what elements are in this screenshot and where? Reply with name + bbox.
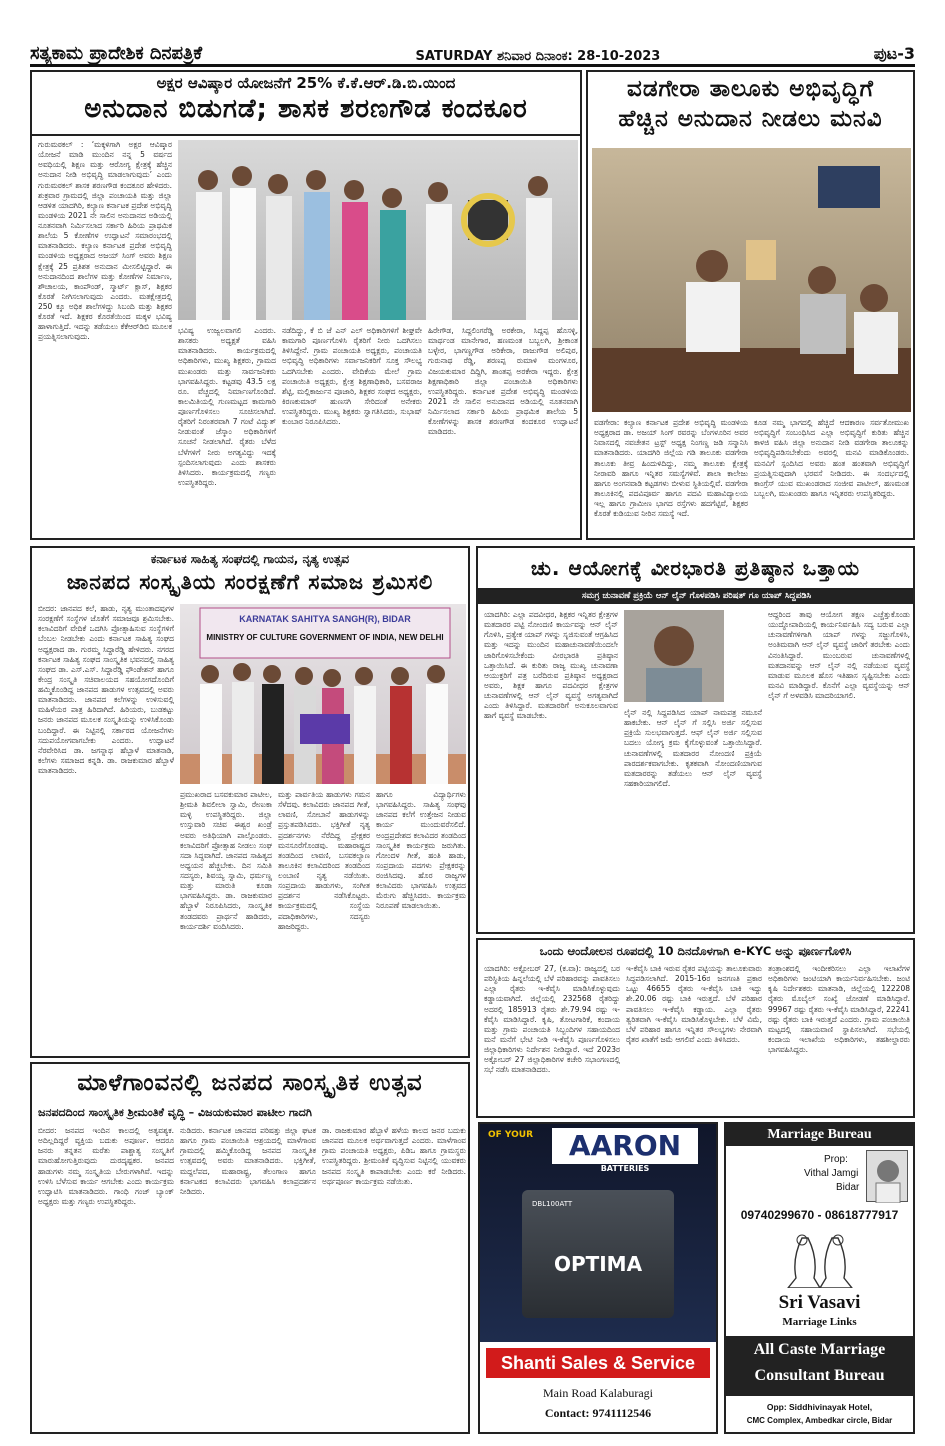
vasavi-brand-sub: Marriage Links <box>782 1316 857 1328</box>
article-body-col3: ಡಾ. ರಾಜಕುಮಾರ ಹೆಬ್ಬಾಳೆ ಹಳೆಯ ಕಾಲದ ಜನರ ಬದುಕು ಜಾನಪದ ಮೂಲಕ ಅರ್ಥವಾಗುತ್ತದೆ ಎಂದರು. ಮಾಳೆಗಾಂವ ಗ್ರಾಮ ಪಂಚಾಯತಿ ಅಧ್ಯಕ್ಷರು, ಪಿಡಿಒ ಹಾಗೂ ಗ್ರಾಮಸ್ಥರು ಉಪಸ್ಥಿತರಿದ್ದರು. ಶ್ರೀಮಂತಿಕೆ ವೃದ್ಧಿಸುವ ನಿಟ್ಟಿನಲ್ಲಿ ಯುವಕರು ಜನಪದ ಸಂಸ್ಕೃತಿ ಕಾಪಾಡಬೇಕು ಎಂದು ಕರೆ ನೀಡಿದರು. ಅರ್ಥಪೂರ್ಣ ಕಾರ್ಯಕ್ರಮ ನಡೆಯಿತು. <box>322 1126 466 1186</box>
article-body-col2: ಇ-ಕೆವೈಸಿ ಬಾಕಿ ಇರುವ ರೈತರ ಪಟ್ಟಿಯನ್ನು ತಾಲೂಕುವಾರು ಸಿದ್ಧಪಡಿಸಲಾಗಿದೆ. 2015-16ರ ಜನಗಣತಿ ಪ್ರಕಾರ ಒಟ್ಟು 46655 ರೈತರು ಇ-ಕೆವೈಸಿ ಬಾಕಿ ಇದ್ದು ಶೇ.20.06 ರಷ್ಟು ಬಾಕಿ ಇರುತ್ತದೆ. ಬೆಳೆ ಪರಿಹಾರ ಪಾವತಿಸಲು ಇ-ಕೆವೈಸಿ ಕಡ್ಡಾಯ. ಎಲ್ಲಾ ರೈತರು ತ್ವರಿತವಾಗಿ ಇ-ಕೆವೈಸಿ ಮಾಡಿಸಿಕೊಳ್ಳಬೇಕು. ಬೆಳೆ ವಿಮೆ, ಬೆಳೆ ಪರಿಹಾರ ಹಾಗೂ ಇನ್ನಿತರ ಸೌಲಭ್ಯಗಳು ನೇರವಾಗಿ ರೈತರ ಖಾತೆಗೆ ಜಮೆ ಆಗಲಿವೆ ಎಂದು ತಿಳಿಸಿದರು. <box>626 964 762 1044</box>
shanti-sales-name: Shanti Sales & Service <box>486 1348 710 1378</box>
proprietor-photo <box>866 1150 908 1202</box>
article-headline: ಜಾನಪದ ಸಂಸ್ಕೃತಿಯ ಸಂರಕ್ಷಣೆಗೆ ಸಮಾಜ ಶ್ರಮಿಸಲಿ <box>66 570 434 594</box>
proprietor-label: Prop: <box>824 1154 848 1165</box>
author-portrait-photo <box>624 610 724 702</box>
aaron-batteries-ad <box>478 1122 718 1434</box>
consultant-line2: Consultant Bureau <box>754 1367 885 1384</box>
proprietor-city: Bidar <box>836 1182 860 1193</box>
aaron-logo-sub: BATTERIES <box>600 1164 650 1173</box>
article-election-commission <box>476 546 915 934</box>
article-body-col1: ಬೀದರ: ಜನಪದ ಇಂದಿನ ಕಾಲದಲ್ಲಿ ಅತ್ಯವಶ್ಯಕ. ಅದಿಲ್ಲದಿದ್ದರೆ ವ್ಯಕ್ತಿಯ ಬದುಕು ಅಪೂರ್ಣ. ಆದರೂ ಜನರು ತನ್ನತನ ಮರೆತು ಪಾಶ್ಚಾತ್ಯ ಸಂಸ್ಕೃತಿಗೆ ಮಾರುಹೋಗುತ್ತಿರುವುದು ದುರದೃಷ್ಟಕರ. ಜನಪದ ಹಾಡುಗಳು ನಮ್ಮ ಸಂಸ್ಕೃತಿಯ ಬೇರುಗಳಾಗಿವೆ. ಇದನ್ನು ಉಳಿಸಿ ಬೆಳೆಸುವ ಕಾರ್ಯ ಆಗಬೇಕು ಎಂದು ಕಾರ್ಯಕ್ರಮ ಉದ್ಘಾಟಿಸಿ ಮಾತನಾಡಿದರು. ಗಾಂಧಿ ಗಂಜ್ ಬ್ಯಾಂಕ್ ಅಧ್ಯಕ್ಷರು ಮತ್ತು ಗಣ್ಯರು ಉಪಸ್ಥಿತರಿದ್ದರು. <box>38 1126 174 1206</box>
article-body-col3: ಆದ್ದರಿಂದ ತಾವು ಆಯೋಗ ತಕ್ಷಣ ಎಚ್ಚೆತ್ತುಕೊಂಡು ಯುದ್ಧೋಪಾದಿಯಲ್ಲಿ ಕಾರ್ಯನಿರ್ವಹಿಸಿ ಸದ್ಯ ಬರುವ ಎಲ್ಲಾ ಚುನಾವಣೆಗಳಿಗಾಗಿ ಯಾಪ್ ಗಳನ್ನು ಸಜ್ಜುಗೊಳಿಸಿ, ಅಂತಿಮವಾಗಿ ಆನ್ ಲೈನ್ ವ್ಯವಸ್ಥೆ ಜಾರಿಗೆ ತರಬೇಕು ಎಂದು ವಿನಂತಿಸಿದ್ದಾರೆ. ಮುಂಬರುವ ಚುನಾವಣೆಗಳಲ್ಲಿ ಮತದಾನವನ್ನು ಆನ್ ಲೈನ್ ನಲ್ಲಿ ನಡೆಯುವ ವ್ಯವಸ್ಥೆ ಮಾಡುವ ಮೂಲಕ ಹೊಸ ಇತಿಹಾಸ ಸೃಷ್ಟಿಸಬೇಕು ಎಂದು ಮನವಿ ಮಾಡಿದ್ದಾರೆ. ಕೊನೆಗೆ ಎಲ್ಲಾ ವ್ಯವಸ್ಥೆಯನ್ನು ಆನ್ ಲೈನ್ ಗೆ ಅಳವಡಿಸಿ ಮಾದರಿಯಾಗಲಿ. <box>768 610 910 700</box>
proprietor-name: Vithal Jamgi <box>804 1168 859 1179</box>
article-body-col3: ತಂತ್ರಾಂಶದಲ್ಲಿ ಇಂದೀಕರಿಸಲು ಎಲ್ಲಾ ಇಲಾಖೆಗಳ ಅಧಿಕಾರಿಗಳು ಜಂಟಿಯಾಗಿ ಕಾರ್ಯನಿರ್ವಹಿಸಬೇಕು. ಜಂಟಿ ಕೃಷಿ ನಿರ್ದೇಶಕರು ಮಾತನಾಡಿ, ಜಿಲ್ಲೆಯಲ್ಲಿ 122208 ರೈತರು ಮೊಬೈಲ್ ಸಂಖ್ಯೆ ಜೋಡಣೆ ಮಾಡಿಸಿದ್ದಾರೆ. 99967 ರಷ್ಟು ರೈತರು ಇ-ಕೆವೈಸಿ ಮಾಡಿಸಿದ್ದಾರೆ, 22241 ರಷ್ಟು ರೈತರು ಬಾಕಿ ಇರುತ್ತದೆ ಎಂದರು. ಗ್ರಾಮ ಪಂಚಾಯಿತಿ ಮಟ್ಟದಲ್ಲಿ ಸಹಾಯವಾಣಿ ಸ್ಥಾಪಿಸಲಾಗಿದೆ. ಸಭೆಯಲ್ಲಿ ಕಂದಾಯ ಇಲಾಖೆಯ ಅಧಿಕಾರಿಗಳು, ತಹಶೀಲ್ದಾರರು ಭಾಗವಹಿಸಿದ್ದರು. <box>768 964 910 1054</box>
article-body-col2: ನುಡಿದರು. ಕರ್ನಾಟಕ ಜಾನಪದ ಪರಿಷತ್ತು ಜಿಲ್ಲಾ ಘಟಕ ಹಾಗೂ ಗ್ರಾಮ ಪಂಚಾಯಿತಿ ಆಶ್ರಯದಲ್ಲಿ ಮಾಳೆಗಾಂವ ಗ್ರಾಮದಲ್ಲಿ ಹಮ್ಮಿಕೊಂಡಿದ್ದ ಜನಪದ ಸಾಂಸ್ಕೃತಿಕ ಉತ್ಸವದಲ್ಲಿ ಅವರು ಮಾತನಾಡಿದರು. ಭಕ್ತಿಗೀತೆ, ಮದ್ದಲೆಪದ, ಮಹಾರಾಷ್ಟ್ರ, ತೆಲಂಗಾಣ ಹಾಗೂ ಕರ್ನಾಟಕದ ಕಲಾವಿದರು ಭಾಗವಹಿಸಿ ಕಲಾಪ್ರದರ್ಶನ ನೀಡಿದರು. <box>180 1126 316 1196</box>
aaron-banner <box>480 1124 716 1342</box>
aaron-logo: AARON <box>552 1128 698 1164</box>
article-body-col1: ಯಾದಗಿರಿ: ಅಕ್ಟೋಬರ್ 27, (ಕ.ವಾ): ರಾಜ್ಯದಲ್ಲಿ ಬರ ಪರಿಸ್ಥಿತಿಯ ಹಿನ್ನಲೆಯಲ್ಲಿ ಬೆಳೆ ಪರಿಹಾರವನ್ನು ಪಾವತಿಸಲು ಎಲ್ಲಾ ರೈತರು ಇ-ಕೆವೈಸಿ ಮಾಡಿಸಿಕೊಳ್ಳುವುದು ಕಡ್ಡಾಯವಾಗಿದೆ. ಜಿಲ್ಲೆಯಲ್ಲಿ 232568 ರೈತರಿದ್ದು ಅದರಲ್ಲಿ 185913 ರೈತರು ಶೇ.79.94 ರಷ್ಟು ಇ-ಕೆವೈಸಿ ಮಾಡಿಸಿದ್ದಾರೆ. ಕೃಷಿ, ತೋಟಗಾರಿಕೆ, ಕಂದಾಯ ಮತ್ತು ಗ್ರಾಮ ಪಂಚಾಯತಿ ಸಿಬ್ಬಂದಿಗಳ ಸಹಾಯದಿಂದ ಮನೆ ಮನೆಗೆ ಭೇಟಿ ನೀಡಿ ಇ-ಕೆವೈಸಿ ಪೂರ್ಣಗೊಳಿಸಲು ಜಿಲ್ಲಾಧಿಕಾರಿಗಳು ನಿರ್ದೇಶನ ನೀಡಿದ್ದಾರೆ. ಇದೆ 2023ರ ಅಕ್ಟೋಬರ್ 27 ಜಿಲ್ಲಾಧಿಕಾರಿಗಳ ಕಚೇರಿ ಸಭಾಂಗಣದಲ್ಲಿ ಸಭೆ ನಡೆಸಿ ಮಾತನಾಡಿದರು. <box>484 964 620 1075</box>
article-kkrdb-grant <box>30 70 582 540</box>
photo-stage-scene <box>180 604 466 784</box>
article-subhead: ಜನಪದದಿಂದ ಸಾಂಸ್ಕೃತಿಕ ಶ್ರೀಮಂತಿಕೆ ವೃದ್ಧಿ – ವಿಜಯಕುಮಾರ ಪಾಟೀಲ ಗಾದಗಿ <box>38 1106 312 1119</box>
article-headline: ಅನುದಾನ ಬಿಡುಗಡೆ; ಶಾಸಕ ಶರಣಗೌಡ ಕಂದಕೂರ <box>84 94 528 124</box>
aaron-tagline: OF YOUR <box>488 1130 534 1140</box>
battery-model: DBL100ATT <box>532 1200 573 1208</box>
bureau-address-2: CMC Complex, Ambedkar circle, Bidar <box>746 1416 893 1425</box>
proprietor-portrait <box>867 1151 909 1203</box>
marriage-phone-numbers: 09740299670 - 08618777917 <box>740 1208 899 1222</box>
vasavi-brand: Sri Vasavi <box>778 1292 861 1313</box>
article-headline: ಒಂದು ಆಂದೋಲನ ರೂಪದಲ್ಲಿ 10 ದಿನದೊಳಗಾಗಿ e-KYC ಅನ್ನು ಪೂರ್ಣಗೊಳಿಸಿ <box>539 944 852 958</box>
photo-crowd <box>178 140 578 320</box>
article-malegaon-festival <box>30 1062 470 1434</box>
article-body-col2: ಪ್ರಮುಖರಾದ ಬಸವಕುಮಾರ ಪಾಟೀಲ, ಶ್ರೀಮತಿ ಶಿವಲೀಲಾ ಸ್ವಾಮಿ, ರೇಣುಕಾ ಮಳ್ಳಿ ಉಪಸ್ಥಿತರಿದ್ದರು. ಜಿಲ್ಲಾ ಉಸ್ತುವಾರಿ ಸಚಿವ ಈಶ್ವರ ಖಂಡ್ರೆ ಅವರು ಅತಿಥಿಯಾಗಿ ಪಾಲ್ಗೊಂಡರು. ಕಲಾವಿದರಿಗೆ ಪ್ರೋತ್ಸಾಹ ನೀಡಲು ಸಂಘ ಸದಾ ಸಿದ್ಧವಾಗಿದೆ. ಜಾನಪದ ಸಾಹಿತ್ಯದ ಅಧ್ಯಯನ ಹೆಚ್ಚಬೇಕು. ದಿನ ಸಮಿತಿ ಸದಸ್ಯರು, ಶಿವಯ್ಯ ಸ್ವಾಮಿ, ಧರ್ಮಣ್ಣ ಮತ್ತು ಮಾರುತಿ ಕೂಡಾ ಭಾಗವಹಿಸಿದ್ದರು. ಡಾ. ರಾಜಕುಮಾರ ಹೆಬ್ಬಾಳೆ ನಿರೂಪಿಸಿದರು, ಸಾಂಸ್ಕೃತಿಕ ತಂಡದವರು ಪ್ರಾರ್ಥನೆ ಹಾಡಿದರು, ಕಾರ್ಯದರ್ಶಿ ವಂದಿಸಿದರು. <box>180 790 272 931</box>
masthead <box>30 28 915 64</box>
school-inauguration-photo <box>178 140 578 320</box>
issue-date: SATURDAY ಶನಿವಾರ ದಿನಾಂಕ: 28-10-2023 <box>415 49 661 64</box>
photo-office-scene <box>592 148 911 412</box>
consultant-line1: All Caste Marriage <box>753 1341 886 1358</box>
bureau-address-1: Opp: Siddhivinayak Hotel, <box>766 1402 873 1412</box>
article-body-col2: ಲೈನ್ ನಲ್ಲಿ ಸಿದ್ದಪಡಿಸಿದ ಯಾಪ್ ನಾಮಪತ್ರ ನಮೂನೆ ಹಾಕಬೇಕು. ಆನ್ ಲೈನ್ ಗೆ ಸಲ್ಲಿಸಿ ಅರ್ಜಿ ಸಲ್ಲಿಸುವ ಪ್ರಕ್ರಿಯೆ ಸುಲಭವಾಗುತ್ತದೆ. ಆಫ್ ಲೈನ್ ಅರ್ಜಿ ಸಲ್ಲಿಸುವ ಬದಲು ಯೋಗ್ಯ ಕ್ರಮ ಕೈಗೊಳ್ಳುವಂತೆ ಒತ್ತಾಯಿಸಿದ್ದಾರೆ. ಚುನಾವಣೆಗಳಲ್ಲಿ ಮತದಾರರ ನೋಂದಣಿ ಪ್ರಕ್ರಿಯೆ ಪಾರದರ್ಶಕವಾಗಬೇಕು. ಕೃತಕವಾಗಿ ನೋಂದಣಿಯಾಗುವ ಮತದಾರರನ್ನು ತಡೆಯಲು ಆನ್ ಲೈನ್ ವ್ಯವಸ್ಥೆ ಸಹಕಾರಿಯಾಗಲಿದೆ. <box>624 708 762 788</box>
shanti-sales-address: Main Road Kalaburagi <box>543 1386 653 1400</box>
newspaper-name: ಸತ್ಯಕಾಮ ಪ್ರಾದೇಶಿಕ ದಿನಪತ್ರಿಕೆ <box>30 43 203 64</box>
article-subhead: ಸಮಗ್ರ ಚುನಾವಣೆ ಪ್ರಕ್ರಿಯೆ ಆನ್ ಲೈನ್ ಗೊಳಪಡಿಸಿ ಪರಿಷತ್ ಗೂ ಯಾಪ್ ಸಿದ್ದಪಡಿಸಿ <box>478 588 915 604</box>
article-body-col4: ಹಿರೇಗೌಡ, ಸಿದ್ದಲಿಂಗರೆಡ್ಡಿ ಅರಕೇರಾ, ಸಿದ್ದಪ್ಪ ಹೊಸಳ್ಳಿ, ಮಾರ್ಥಂಡ ಮಾನೇಗಾರ, ಹಣಮಂತ ಬಬ್ಬಲಗಿ, ಶ್ರೀಕಾಂತ ಬಳ್ಳೇರ, ಭಾಗಣ್ಣಗೌಡ ಅರಿಕೇರಾ, ರಾಜುಗೌಡ ಅಲಿಪುರ, ಗುರುನಾಥ ರೆಡ್ಡಿ, ಶರಣಪ್ಪ ರುಮಾಳಿ ಮಂಗಳೂರ, ವಿಜಯಕುಮಾರ ದಿದ್ದಿಗಿ, ಶಾಂತಪ್ಪ ಅರಕೇರಾ ಇದ್ದರು. ಕ್ಷೇತ್ರ ಶಿಕ್ಷಣಾಧಿಕಾರಿ ಜಿಲ್ಲಾ ಪಂಚಾಯಿತಿ ಅಧಿಕಾರಿಗಳು ಉಪಸ್ಥಿತರಿದ್ದರು. ಕರ್ನಾಟಕ ಪ್ರದೇಶ ಅಭಿವೃದ್ಧಿ ಮಂಡಳಿಯ 2021 ನೇ ಸಾಲಿನ ಅನುದಾನದ ಅಡಿಯಲ್ಲಿ ನೂತನವಾಗಿ ನಿರ್ಮಿಸಲಾದ ಸರ್ಕಾರಿ ಹಿರಿಯ ಪ್ರಾಥಮಿಕ ಶಾಲೆಯ 5 ಕೋಣೆಗಳನ್ನು ಶಾಸಕ ಶರಣಗೌಡ ಕಂದಕೂರ ಉದ್ಘಾಟನೆ ಮಾಡಿದರು. <box>428 326 578 437</box>
article-ekyc <box>476 938 915 1118</box>
couple-illustration <box>772 1230 868 1288</box>
article-headline-line1: ವಡಗೇರಾ ತಾಲೂಕು ಅಭಿವೃದ್ಧಿಗೆ <box>627 76 874 102</box>
marriage-bureau-title: Marriage Bureau <box>726 1124 913 1146</box>
article-body-col1: ಯಾದಗಿರಿ: ಎಲ್ಲಾ ಪದವೀಧರ, ಶಿಕ್ಷಕರ ಇನ್ನಿತರ ಕ್ಷೇತ್ರಗಳ ಮತದಾರರ ಪಟ್ಟಿ ನೋಂದಣಿ ಕಾರ್ಯವನ್ನು ಆನ್ ಲೈನ್ ಗೊಳಿಸಿ, ಪ್ರತ್ಯೇಕ ಯಾಪ್ ಗಳನ್ನು ಸೃಜಿಸುವಂತೆ ಆಗ್ರಹಿಸಿದ ಮತ್ತು ಇದನ್ನು ಮುಂದಿನ ಮಹಾಚುನಾವಣೆಯಿಂದಲೇ ಜಾರಿಗೊಳಿಸಬೇಕೆಂದು ವೀರಭಾರತಿ ಪ್ರತಿಷ್ಠಾನ ಒತ್ತಾಯಿಸಿದೆ. ಈ ಕುರಿತು ರಾಜ್ಯ ಮುಖ್ಯ ಚುನಾವಣಾ ಆಯುಕ್ತರಿಗೆ ಪತ್ರ ಬರೆದಿರುವ ಪ್ರತಿಷ್ಠಾನ ಅಧ್ಯಕ್ಷರಾದ ಅವರು, ಶಿಕ್ಷಕ ಹಾಗೂ ಪದವೀಧರ ಕ್ಷೇತ್ರಗಳ ಚುನಾವಣೆಗಳಲ್ಲಿ ಆನ್ ಲೈನ್ ವ್ಯವಸ್ಥೆ ಅಗತ್ಯವಾಗಿದೆ ಎಂದು ತಿಳಿಸಿದ್ದಾರೆ. ಮತದಾರರಿಗೆ ಅನುಕೂಲವಾಗುವ ಹಾಗೆ ವ್ಯವಸ್ಥೆ ಮಾಡಬೇಕು. <box>484 610 618 721</box>
gift-shawl-image <box>300 714 350 744</box>
article-headline: ಮಾಳೆಗಾಂವನಲ್ಲಿ ಜನಪದ ಸಾಂಸ್ಕೃತಿಕ ಉತ್ಸವ <box>77 1070 423 1096</box>
battery-image <box>522 1190 674 1318</box>
article-headline-line2: ಹೆಚ್ಚಿನ ಅನುದಾನ ನೀಡಲು ಮನವಿ <box>618 106 883 132</box>
plaque-image <box>468 200 508 240</box>
article-vadagera-development <box>586 70 915 540</box>
article-folk-culture-festival <box>30 546 470 1058</box>
article-body-col1: ಬೀದರ: ಜಾನಪದ ಕಲೆ, ಹಾಡು, ನೃತ್ಯ ಮುಂತಾದವುಗಳ ಸಂರಕ್ಷಣೆಗೆ ಸಂಸ್ಥೆಗಳ ಜೊತೆಗೆ ಸಮಾಜವೂ ಶ್ರಮಿಸಬೇಕು. ಕಲಾವಿದರಿಗೆ ವೇದಿಕೆ ಒದಗಿಸಿ ಪ್ರೋತ್ಸಾಹಿಸುವ ಸಂಸ್ಥೆಗಳಿಗೆ ಬೆಂಬಲ ನೀಡಬೇಕು ಎಂದು ಕರ್ನಾಟಕ ಸಾಹಿತ್ಯ ಸಂಘದ ಅಧ್ಯಕ್ಷರಾದ ಡಾ. ಗುರಮ್ಮ ಸಿದ್ದಾರೆಡ್ಡಿ ಹೇಳಿದರು. ನಗರದ ಕರ್ನಾಟಕ ಸಾಹಿತ್ಯ ಸಂಘದ ಸಾಂಸ್ಕೃತಿಕ ಭವನದಲ್ಲಿ ಸಾಹಿತ್ಯ ಸಂಘದ ಡಾ. ಎಸ್.ಎಸ್. ಸಿದ್ದಾರೆಡ್ಡಿ ಫೌಂಡೇಶನ್ ಹಾಗೂ ಕೇಂದ್ರ ಸಂಸ್ಕೃತಿ ಸಚಿವಾಲಯದ ಸಹಯೋಗದೊಂದಿಗೆ ಹಮ್ಮಿಕೊಂಡಿದ್ದ ಜಾನಪದ ಹಾಡುಗಳ ಉತ್ಸವದಲ್ಲಿ ಅವರು ಮಾತನಾಡಿದರು. ಜಾನಪದ ಕಲೆಗಳನ್ನು ಉಳಿಸುವಲ್ಲಿ ಮಹಿಳೆಯರ ಪಾತ್ರ ಹಿರಿದಾಗಿದೆ. ಹಿರಿಯರು, ಬುಡಕಟ್ಟು ಜನರು ಜಾನಪದ ಮೂಲಕ ಸಂಸ್ಕೃತಿಯನ್ನು ಉಳಿಸಿಕೊಂಡು ಬಂದಿದ್ದಾರೆ. ಈ ನಿಟ್ಟಿನಲ್ಲಿ ಸರ್ಕಾರದ ಯೋಜನೆಗಳು ಸದುಪಯೋಗವಾಗಬೇಕು ಎಂದರು. ಉದ್ಘಾಟನೆ ನೆರವೇರಿಸಿದ ಡಾ. ಜಗನ್ನಾಥ ಹೆಬ್ಬಾಳೆ ಮಾತನಾಡಿ, ಕಲೆಗಳು ಸಮಾಜದ ಕನ್ನಡಿ. ಡಾ. ರಾಜಕುಮಾರ ಹೆಬ್ಬಾಳೆ ಮಾತನಾಡಿದರು. <box>38 604 174 775</box>
article-body-col2: ಭವಿಷ್ಯ ಉಜ್ವಲವಾಗಲಿ ಎಂದರು. ಶಾಸಕರು ಅಧ್ಯಕ್ಷತೆ ವಹಿಸಿ ಮಾತನಾಡಿದರು. ಕಾರ್ಯಕ್ರಮದಲ್ಲಿ ಅಧಿಕಾರಿಗಳು, ಮುಖ್ಯ ಶಿಕ್ಷಕರು, ಗ್ರಾಮದ ಮುಖಂಡರು ಮತ್ತು ಸಾರ್ವಜನಿಕರು ಭಾಗವಹಿಸಿದ್ದರು. ಕಟ್ಟಡವು 43.5 ಲಕ್ಷ ರೂ. ವೆಚ್ಚದಲ್ಲಿ ನಿರ್ಮಾಣಗೊಂಡಿದೆ. ಕಾಲಮಿತಿಯಲ್ಲಿ ಗುಣಮಟ್ಟದ ಕಾಮಗಾರಿ ಪೂರ್ಣಗೊಳಿಸಲು ಸೂಚಿಸಲಾಗಿದೆ. ರೈತರಿಗೆ ನಿರಂತರವಾಗಿ 7 ಗಂಟೆ ವಿದ್ಯುತ್ ನೀಡುವಂತೆ ಜೆಸ್ಕಾಂ ಅಧಿಕಾರಿಗಳಿಗೆ ಸೂಚನೆ ನೀಡಲಾಗಿದೆ. ರೈತರು ಬೆಳೆದ ಬೆಳೆಗಳಿಗೆ ನೀರು ಅಗತ್ಯವಿದ್ದು ಇದಕ್ಕೆ ಸ್ಪಂದಿಸಲಾಗುವುದು ಎಂದು ಶಾಸಕರು ತಿಳಿಸಿದರು. ಕಾರ್ಯಕ್ರಮದಲ್ಲಿ ಗಣ್ಯರು ಉಪಸ್ಥಿತರಿದ್ದರು. <box>178 326 276 487</box>
marriage-bureau-ad <box>724 1122 915 1434</box>
battery-product-name: OPTIMA <box>553 1252 643 1276</box>
stage-banner-title: KARNATAK SAHITYA SANGH(R), BIDAR <box>239 614 411 624</box>
masthead-rule <box>30 64 915 67</box>
article-body-col1: ಗುರುಮಠಕಲ್ : ‘ಮಕ್ಕಳಿಗಾಗಿ ಅಕ್ಷರ ಆವಿಷ್ಕಾರ ಯೋಜನೆ ಮಾಡಿ ಮುಂದಿನ ನನ್ನ 5 ವರ್ಷದ ಅವಧಿಯಲ್ಲಿ ಶಿಕ್ಷಣ ಮತ್ತು ಆರೋಗ್ಯ ಕ್ಷೇತ್ರಕ್ಕೆ ಹೆಚ್ಚಿನ ಅನುದಾನ ನೀಡಿ ಅಭಿವೃದ್ಧಿ ಮಾಡಲಾಗುವುದು’ ಎಂದು ಗುರುಮಠಕಲ್ ಶಾಸಕ ಶರಣಗೌಡ ಕಂದಕೂರ ಹೇಳಿದರು. ಶುಕ್ರವಾರ ಗ್ರಾಮದಲ್ಲಿ ಜಿಲ್ಲಾ ಪಂಚಾಯತಿ ಮತ್ತು ಜಿಲ್ಲಾ ಆಡಳಿತ ಯಾದಗಿರಿ, ಕಲ್ಯಾಣ ಕರ್ನಾಟಕ ಪ್ರದೇಶ ಅಭಿವೃದ್ಧಿ ಮಂಡಳಿಯ 2021 ನೇ ಸಾಲಿನ ಅನುದಾನದ ಅಡಿಯಲ್ಲಿ ನೂತನವಾಗಿ ನಿರ್ಮಿಸಲಾದ ಸರ್ಕಾರಿ ಹಿರಿಯ ಪ್ರಾಥಮಿಕ ಶಾಲೆಯ 5 ಕೋಣೆಗಳ ಉದ್ಘಾಟನೆ ಸಮಾರಂಭದಲ್ಲಿ ಮಾತನಾಡಿದರು. ಕಲ್ಯಾಣ ಕರ್ನಾಟಕ ಪ್ರದೇಶ ಅಭಿವೃದ್ಧಿ ಮಂಡಳಿಯ ಅಧ್ಯಕ್ಷರಾದ ಅಜಯ್ ಸಿಂಗ್ ಅವರು ಶಿಕ್ಷಣ ಕ್ಷೇತ್ರಕ್ಕೆ 25 ಪ್ರತಿಶತ ಅನುದಾನ ಮೀಸಲಿಟ್ಟಿದ್ದಾರೆ. ಈ ಅನುದಾನದಿಂದ ಶಾಲೆಗಳ ಮತ್ತು ಕೋಣೆಗಳ ನಿರ್ಮಾಣ, ಶೌಚಾಲಯ, ಕಾಂಪೌಂಡ್, ಸ್ಮಾರ್ಟ್ ಕ್ಲಾಸ್, ಶಿಕ್ಷಕರ ಕೊರತೆ ನೀಗಿಸಲಾಗುವುದು ಎಂದರು. ಮತಕ್ಷೇತ್ರದಲ್ಲಿ 250 ಕ್ಕೂ ಅಧಿಕ ಶಾಲೆಗಳಿದ್ದು ಸಿಬಂದಿ ಮತ್ತು ಶಿಕ್ಷಕರ ಕೊರತೆ ಇದೆ. ಶಿಕ್ಷಕರ ಕೊರತೆಯಿಂದ ಮಕ್ಕಳ ಭವಿಷ್ಯ ಹಾಳಾಗುತ್ತಿದೆ. ಇದನ್ನು ತಡೆಯಲು ಕೆಕೆಆರ್‌ಡಿಬಿ ಮೂಲಕ ಪ್ರಯತ್ನಿಸಲಾಗುವುದು. <box>38 140 172 342</box>
article-kicker: ಕರ್ನಾಟಕ ಸಾಹಿತ್ಯ ಸಂಘದಲ್ಲಿ ಗಾಯನ, ನೃತ್ಯ ಉತ್ಸವ <box>150 552 350 566</box>
meeting-photo <box>592 148 911 412</box>
article-body-col3: ನಡೆದಿದ್ದು, ಕೆ ಬಿ ಜೆ ಎನ್ ಎಲ್ ಅಧಿಕಾರಿಗಳಿಗೆ ಶೀಘ್ರವೇ ಕಾಮಗಾರಿ ಪೂರ್ಣಗೊಳಿಸಿ ರೈತರಿಗೆ ನೀರು ಒದಗಿಸಲು ತಿಳಿಸಿದ್ದೇನೆ. ಗ್ರಾಮ ಪಂಚಾಯತಿ ಅಧ್ಯಕ್ಷರು, ಪಂಚಾಯತಿ ಅಭಿವೃದ್ಧಿ ಅಧಿಕಾರಿಗಳು ಸರ್ವಾಜನಿಕರಿಗೆ ಸೂಕ್ತ ಸೌಲಭ್ಯ ಒದಗಿಸಬೇಕು ಎಂದರು. ವೇದಿಕೆಯ ಮೇಲೆ ಗ್ರಾಮ ಪಂಚಾಯಿತಿ ಅಧ್ಯಕ್ಷರು, ಕ್ಷೇತ್ರ ಶಿಕ್ಷಣಾಧಿಕಾರಿ, ಬಸವರಾಜ ಶೆಟ್ಟಿ, ಮಲ್ಲಿಕಾರ್ಜುನ ಪೂಜಾರಿ, ಶಿಕ್ಷಕರ ಸಂಘದ ಅಧ್ಯಕ್ಷರು, ಕಿರಣಕುಮಾರ್ ಹುಣಸಗಿ ಸೇರಿದಂತೆ ಅನೇಕರು ಉಪಸ್ಥಿತರಿದ್ದರು. ಮುಖ್ಯ ಶಿಕ್ಷಕರು ಸ್ವಾಗತಿಸಿದರು, ಸುಭಾಷ್ ಕುಂಬಾರ ನಿರೂಪಿಸಿದರು. <box>282 326 422 427</box>
article-headline: ಚು. ಆಯೋಗಕ್ಕೆ ವೀರಭಾರತಿ ಪ್ರತಿಷ್ಠಾನ ಒತ್ತಾಯ <box>530 556 861 580</box>
article-body-col3: ಮತ್ತು ಪಾರ್ವತಿಯ ಹಾಡುಗಳು ಗಮನ ಸೆಳೆದವು. ಕಲಾವಿದರು ಜಾನಪದ ಗೀತೆ, ಲಾವಣಿ, ಸೋಬಾನೆ ಹಾಡುಗಳನ್ನು ಪ್ರಸ್ತುತಪಡಿಸಿದರು. ಭಕ್ತಿಗೀತೆ ನೃತ್ಯ ಪ್ರದರ್ಶನಗಳು ನೆರೆದಿದ್ದ ಪ್ರೇಕ್ಷಕರ ಮನಸೂರೆಗೊಂಡವು. ಮಹಾರಾಷ್ಟ್ರದ ತಂಡದಿಂದ ಲಾವಣಿ, ಬಸವಕಲ್ಯಾಣ ತಾಲೂಕಿನ ಕಲಾವಿದರಿಂದ ತಂಡದಿಂದ ಲಂಬಾಣಿ ನೃತ್ಯ ನಡೆಯಿತು. ಸಂಪ್ರದಾಯ ಹಾಡುಗಳು, ಸಂಗೀತ ಪ್ರದರ್ಶನ ನಡೆಸಿಕೊಟ್ಟರು. ಕಾರ್ಯಕ್ರಮದಲ್ಲಿ ಸಂಸ್ಥೆಯ ಪದಾಧಿಕಾರಿಗಳು, ಸದಸ್ಯರು ಹಾಜರಿದ್ದರು. <box>278 790 370 931</box>
consultant-banner <box>726 1336 913 1396</box>
stage-banner-ministry: MINISTRY OF CULTURE GOVERNMENT OF INDIA, NEW DELHI <box>206 633 444 642</box>
article-body-col1: ವಡಗೇರಾ: ಕಲ್ಯಾಣ ಕರ್ನಾಟಕ ಪ್ರದೇಶ ಅಭಿವೃದ್ಧಿ ಮಂಡಳಿಯ ಅಧ್ಯಕ್ಷರಾದ ಡಾ. ಅಜಯ್ ಸಿಂಗ್ ರವರನ್ನು ಬೆಂಗಳೂರಿನ ಅವರ ನಿವಾಸದಲ್ಲಿ ನವಚೇತನ ಟ್ರಸ್ಟ್ ಅಧ್ಯಕ್ಷ ನಿಂಗಣ್ಣ ಜಡಿ ಸನ್ಮಾನಿಸಿ ಮಾತನಾಡಿದರು. ಯಾದಗಿರಿ ಜಿಲ್ಲೆಯ ಗಡಿ ತಾಲೂಕು ವಡಗೇರಾ ತಾಲೂಕು ತೀವ್ರ ಹಿಂದುಳಿದಿದ್ದು, ನಮ್ಮ ತಾಲೂಕು ಕ್ಷೇತ್ರಕ್ಕೆ ನೀರಾವರಿ ಹಾಗೂ ಇನ್ನಿತರ ಸಮಸ್ಯೆಗಳಿವೆ. ಶಾಲಾ ಕಾಲೇಜು ಹಾಗೂ ಅಂಗನವಾಡಿ ಕಟ್ಟಡಗಳು ಬೀಳುವ ಸ್ಥಿತಿಯಲ್ಲಿವೆ. ವಡಗೇರಾ ತಾಲೂಕಿನಲ್ಲಿ ಪದವಿಪೂರ್ವ ಹಾಗೂ ಪದವಿ ಮಹಾವಿದ್ಯಾಲಯ ಇಲ್ಲ ಹಾಗೂ ಗ್ರಾಮೀಣ ಭಾಗದ ರಸ್ತೆಗಳು ಹದಗೆಟ್ಟಿವೆ, ಶಿಕ್ಷಕರ ಕೊರತೆ ಕುಡಿಯುವ ನೀರಿನ ಸಮಸ್ಯೆ ಇದೆ. <box>594 418 748 519</box>
article-body-col4: ಹಾಗೂ ವಿದ್ಯಾರ್ಥಿಗಳು ಭಾಗವಹಿಸಿದ್ದರು. ಸಾಹಿತ್ಯ ಸಂಘವು ಜಾನಪದ ಕಲೆಗೆ ಉತ್ತೇಜನ ನೀಡುವ ಕಾರ್ಯ ಮುಂದುವರೆಸಲಿದೆ. ಅಂದ್ರಪ್ರದೇಶದ ಕಲಾವಿದರ ತಂಡದಿಂದ ಸಾಂಸ್ಕೃತಿಕ ಕಾರ್ಯಕ್ರಮ ಜರುಗಿತು. ಗೋಂದಳ ಗೀತೆ, ಹಂತಿ ಹಾಡು, ಸಂಪ್ರದಾಯ ಪದಗಳು ಪ್ರೇಕ್ಷಕರನ್ನು ರಂಜಿಸಿದವು. ಹೊರ ರಾಜ್ಯಗಳ ಕಲಾವಿದರು ಭಾಗವಹಿಸಿ ಉತ್ಸವದ ಮೆರುಗು ಹೆಚ್ಚಿಸಿದರು. ಕಾರ್ಯಕ್ರಮ ನಿರೂಪಣೆ ಮಾಡಲಾಯಿತು. <box>376 790 466 911</box>
portrait-figure <box>624 610 724 702</box>
festival-stage-photo <box>180 604 466 784</box>
shanti-sales-contact: Contact: 9741112546 <box>544 1406 652 1420</box>
page-number: ಪುಟ-3 <box>873 44 915 63</box>
vasavi-logo-image <box>772 1230 868 1288</box>
article-kicker: ಅಕ್ಷರ ಆವಿಷ್ಕಾರ ಯೋಜನೆಗೆ 25% ಕೆ.ಕೆ.ಆರ್.ಡಿ.ಬಿ.ಯಿಂದ <box>156 74 456 92</box>
article-body-col2: ಕೂಡ ನಮ್ಮ ಭಾಗದಲ್ಲಿ ಹೆಚ್ಚಿದೆ ಆದಕಾರಣ ಸರ್ವತೋಮುಖ ಅಭಿವೃದ್ಧಿಗೆ ಸಂಬಂಧಿಸಿದ ಎಲ್ಲಾ ಅಭಿವೃದ್ಧಿಗೆ ಕುರಿತು ಹೆಚ್ಚಿನ ಕಾಳಜಿ ವಹಿಸಿ ಜಿಲ್ಲಾ ಅನುದಾನ ನೀಡಿ ವಡಗೇರಾ ತಾಲೂಕನ್ನು ಅಭಿವೃದ್ಧಿಪಡಿಸಬೇಕೆಂದು ಅವರಲ್ಲಿ ಮನವಿ ಮಾಡಿಕೊಂಡರು. ಮನವಿಗೆ ಸ್ಪಂದಿಸಿದ ಅವರು ಹಂತ ಹಂತವಾಗಿ ಅಭಿವೃದ್ಧಿಗೆ ಪ್ರಯತ್ನಿಸುವುದಾಗಿ ಭರವಸೆ ನೀಡಿದರು. ಈ ಸಂದರ್ಭದಲ್ಲಿ ಕಾಂಗ್ರೆಸ್ ಯುವ ಮುಖಂಡರಾದ ಸಂಜೀವ ಪಾಟೀಲ್, ಹಣಮಂತ ಬಬ್ಬಲಗಿ, ಮುಖಂಡರು ಹಾಗೂ ಇನ್ನಿತರರು ಉಪಸ್ಥಿತರಿದ್ದರು. <box>754 418 909 498</box>
